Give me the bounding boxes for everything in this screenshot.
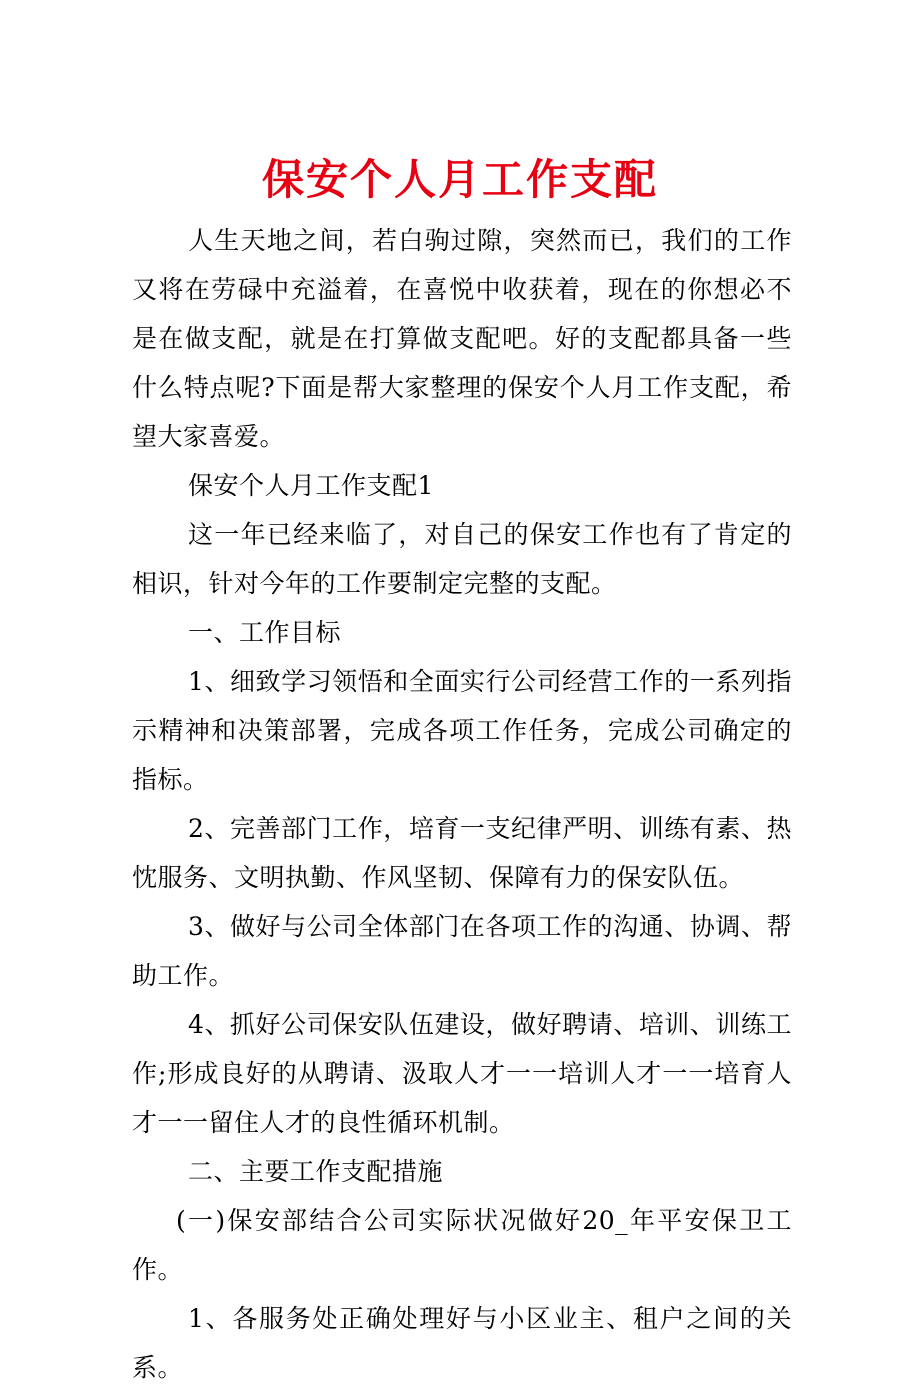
- goal-item-4: 4、抓好公司保安队伍建设，做好聘请、培训、训练工作;形成良好的从聘请、汲取人才一一培训人才一一培育人才一一留住人才的良性循环机制。: [132, 1010, 792, 1137]
- goal-item-1: 1、细致学习领悟和全面实行公司经营工作的一系列指示精神和决策部署，完成各项工作任务，完成公司确定的指标。: [132, 667, 792, 794]
- section-heading-1: 保安个人月工作支配1: [188, 471, 434, 500]
- document-title: 保安个人月工作支配: [261, 155, 658, 204]
- goal-item-2: 2、完善部门工作，培育一支纪律严明、训练有素、热忱服务、文明执勤、作风坚韧、保障有力的保安队伍。: [132, 814, 792, 892]
- document-body: [132, 216, 792, 1392]
- measures-heading: 二、主要工作支配措施: [188, 1157, 444, 1186]
- measures-subheading: (一)保安部结合公司实际状况做好20_年平安保卫工作。: [132, 1206, 792, 1284]
- section-intro-paragraph: 这一年已经来临了，对自己的保安工作也有了肯定的相识，针对今年的工作要制定完整的支配。: [132, 520, 792, 598]
- goals-heading: 一、工作目标: [188, 618, 342, 647]
- intro-paragraph: 人生天地之间，若白驹过隙，突然而已，我们的工作又将在劳碌中充溢着，在喜悦中收获着，现在的你想必不是在做支配，就是在打算做支配吧。好的支配都具备一些什么特点呢?下面是帮大家整理的保安个人月工作支配，希望大家喜爱。: [132, 226, 792, 451]
- measure-item-1: 1、各服务处正确处理好与小区业主、租户之间的关系。: [132, 1304, 792, 1382]
- goal-item-3: 3、做好与公司全体部门在各项工作的沟通、协调、帮助工作。: [132, 912, 792, 990]
